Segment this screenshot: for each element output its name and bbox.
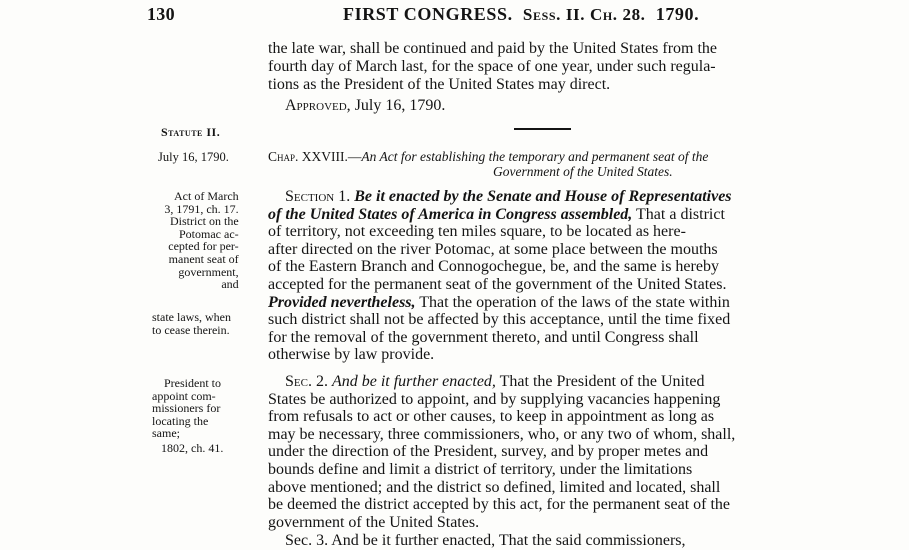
- section-2-line: from refusals to act or other causes, to keep in appointment as long as: [268, 408, 715, 426]
- running-head-title: FIRST CONGRESS.: [343, 4, 513, 24]
- section-2: [268, 373, 735, 531]
- margin-note-line: state laws, when: [152, 310, 231, 324]
- margin-note-line: appoint com-: [152, 388, 216, 403]
- body-line: fourth day of March last, for the space of one year, under such regula-: [268, 58, 716, 75]
- margin-note-line: and: [221, 277, 239, 292]
- margin-note-line: locating the: [152, 413, 209, 428]
- body-line: tions as the President of the United States may direct.: [268, 76, 611, 93]
- chapter-label: Chap. XXVIII.: [268, 149, 348, 164]
- section-1-proviso-line: [268, 294, 732, 312]
- section-2-line: be deemed the district accepted by this act, for the permanent seat of the: [268, 496, 731, 514]
- approved-line: [285, 97, 445, 115]
- chapter-title-line2: Government of the United States.: [493, 164, 673, 179]
- margin-note-line: 3, 1791, ch. 17.: [164, 201, 239, 216]
- section-1-line: otherwise by law provide.: [268, 346, 435, 364]
- section-1-line: after directed on the river Potomac, at some place between the mouths: [268, 240, 718, 258]
- margin-note-line: cepted for per-: [168, 239, 239, 254]
- approved-date: July 16, 1790.: [354, 97, 446, 114]
- running-head: [343, 4, 699, 25]
- margin-note-line: to cease therein.: [152, 322, 230, 337]
- section-1: [268, 188, 732, 364]
- margin-date: July 16, 1790.: [158, 150, 229, 164]
- margin-note-district: [164, 189, 239, 292]
- body-line: the late war, shall be continued and paid by the United States from the: [268, 40, 718, 57]
- margin-note-line: same;: [152, 426, 180, 441]
- margin-note-citation: 1802, ch. 41.: [161, 441, 224, 455]
- margin-note-line: District on the: [170, 214, 239, 229]
- section-2-line: government of the United States.: [268, 513, 480, 531]
- section-2-lead: Sec. 2.: [285, 373, 328, 390]
- section-1-text: That a district: [632, 205, 725, 223]
- margin-note-line: manent seat of: [168, 251, 239, 266]
- section-3-partial: Sec. 3. And be it further enacted, That the said commissioners,: [285, 532, 686, 549]
- section-divider: [514, 128, 571, 130]
- chapter-title: [268, 149, 708, 164]
- margin-note-line: government,: [178, 264, 239, 279]
- margin-note-line: Act of March: [174, 189, 239, 203]
- margin-note-line: President to: [164, 376, 221, 390]
- section-1-first-line: [268, 188, 732, 206]
- section-1-proviso-text: That the operation of the laws of the state within: [415, 293, 730, 311]
- section-1-enacting-clause-cont: of the United States of America in Congress assembled,: [268, 205, 633, 223]
- section-1-line: such district shall not be affected by this acceptance, until the time fixed: [268, 311, 731, 329]
- running-head-year: 1790.: [655, 4, 700, 24]
- margin-note-state-laws: [152, 311, 231, 336]
- section-2-line: above mentioned; and the district so defined, limited and located, shall: [268, 478, 721, 496]
- section-2-text: That the President of the United: [495, 373, 705, 390]
- section-2-line: States be authorized to appoint, and by supplying vacancies happening: [268, 390, 721, 408]
- section-1-line: accepted for the permanent seat of the government of the United States.: [268, 275, 727, 293]
- page-number: 130: [147, 4, 175, 24]
- margin-note-commissioners: [152, 377, 221, 440]
- section-2-line: under the direction of the President, survey, and by proper metes and: [268, 443, 709, 461]
- section-1-second-line: [268, 206, 732, 224]
- section-1-line: for the removal of the government thereto, and until Congress shall: [268, 328, 699, 346]
- margin-note-line: missioners for: [152, 401, 221, 416]
- section-2-line: may be necessary, three commissioners, who, or any two of whom, shall,: [268, 425, 736, 443]
- section-1-lead: Section 1.: [285, 188, 351, 205]
- section-1-proviso: Provided nevertheless,: [268, 293, 416, 311]
- section-2-line: bounds define and limit a district of territory, under the limitations: [268, 460, 693, 478]
- section-2-enacting-clause: And be it further enacted,: [331, 373, 496, 390]
- margin-note-line: Potomac ac-: [179, 226, 239, 241]
- section-1-enacting-clause: Be it enacted by the Senate and House of Representatives: [354, 188, 732, 205]
- running-head-session: Sess. II. Ch. 28.: [522, 5, 646, 24]
- section-1-line: of territory, not exceeding ten miles square, to be located as here-: [268, 223, 686, 241]
- chapter-dash: —: [347, 149, 362, 164]
- chapter-title-line1: An Act for establishing the temporary and permanent seat of the: [361, 149, 709, 164]
- statute-label: Statute II.: [161, 125, 221, 139]
- section-1-line: of the Eastern Branch and Connogochegue, be, and the same is hereby: [268, 258, 719, 276]
- section-2-first-line: [268, 373, 735, 391]
- approved-label: Approved,: [285, 97, 351, 114]
